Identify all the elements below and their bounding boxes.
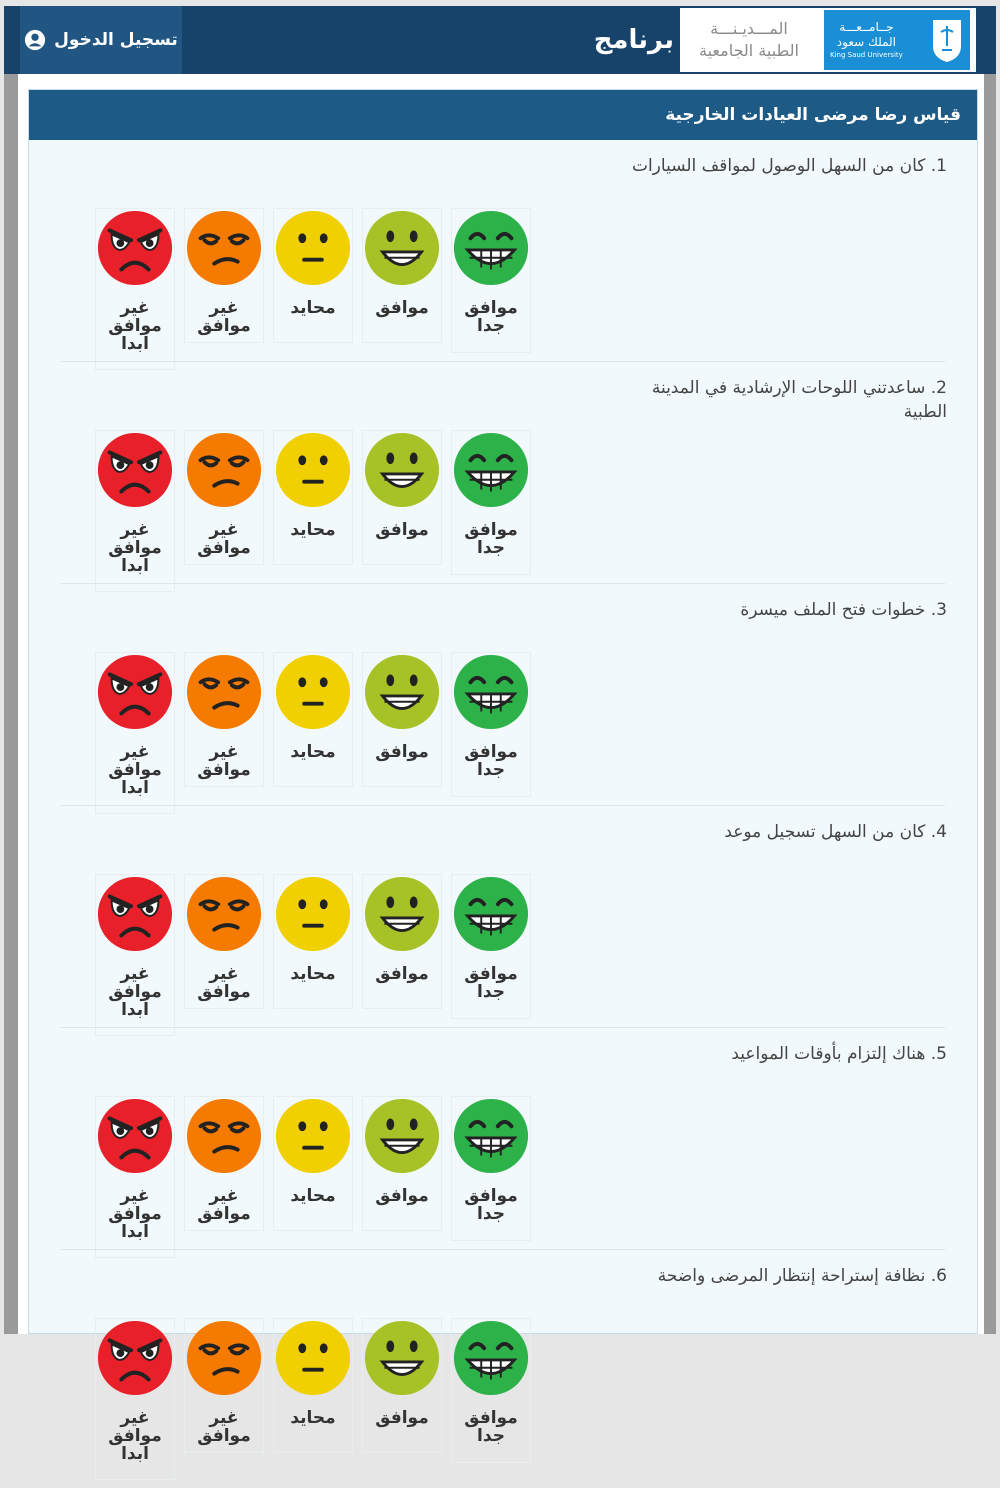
- angry-face-icon: [96, 875, 174, 953]
- question-text: 6. نظافة إستراحة إنتظار المرضى واضحة: [657, 1266, 947, 1286]
- smiling-face-icon: [363, 875, 441, 953]
- logo[interactable]: [680, 8, 976, 72]
- question-item: [29, 1028, 977, 1250]
- rating-label: غير موافق ابدا: [108, 1186, 162, 1242]
- rating-strongly-disagree[interactable]: [95, 874, 175, 1036]
- rating-options: [95, 208, 535, 378]
- rating-label: موافق جدا: [464, 964, 518, 1002]
- rating-strongly-agree[interactable]: [451, 1096, 531, 1241]
- rating-options: [95, 430, 535, 600]
- unamused-face-icon: [185, 1319, 263, 1397]
- rating-strongly-disagree[interactable]: [95, 1318, 175, 1480]
- rating-label: موافق جدا: [464, 520, 518, 558]
- angry-face-icon: [96, 1097, 174, 1175]
- angry-face-icon: [96, 653, 174, 731]
- login-label: تسجيل الدخول: [54, 30, 178, 50]
- logo-ksu-line2: الملك سعود: [836, 35, 896, 49]
- grinning-face-icon: [452, 431, 530, 509]
- grinning-face-icon: [452, 653, 530, 731]
- angry-face-icon: [96, 1319, 174, 1397]
- user-circle-icon: [24, 29, 46, 51]
- logo-ksu-line3: King Saud University: [830, 51, 903, 59]
- login-button[interactable]: [20, 6, 182, 74]
- ksu-logo: [818, 10, 970, 70]
- rating-neutral[interactable]: [273, 208, 353, 343]
- rating-label: محايد: [290, 520, 336, 540]
- rating-strongly-disagree[interactable]: [95, 208, 175, 370]
- question-text: 3. خطوات فتح الملف ميسرة: [740, 600, 947, 620]
- question-text: 1. كان من السهل الوصول لمواقف السيارات: [631, 156, 947, 176]
- rating-neutral[interactable]: [273, 874, 353, 1009]
- rating-label: غير موافق: [197, 1408, 251, 1446]
- rating-agree[interactable]: [362, 652, 442, 787]
- neutral-face-icon: [274, 431, 352, 509]
- left-gutter: [4, 74, 18, 1334]
- neutral-face-icon: [274, 1097, 352, 1175]
- rating-disagree[interactable]: [184, 652, 264, 787]
- rating-label: غير موافق ابدا: [108, 520, 162, 576]
- medical-city-logo: [680, 8, 818, 72]
- smiling-face-icon: [363, 653, 441, 731]
- rating-label: محايد: [290, 298, 336, 318]
- rating-label: موافق: [375, 298, 429, 318]
- logo-city-line1: المـــديـنـــة: [710, 19, 788, 38]
- rating-neutral[interactable]: [273, 430, 353, 565]
- rating-label: موافق: [375, 1186, 429, 1206]
- survey-panel: [28, 89, 978, 1464]
- rating-strongly-agree[interactable]: [451, 208, 531, 353]
- rating-label: غير موافق: [197, 742, 251, 780]
- rating-label: غير موافق ابدا: [108, 1408, 162, 1464]
- rating-strongly-disagree[interactable]: [95, 652, 175, 814]
- rating-label: غير موافق ابدا: [108, 298, 162, 354]
- rating-label: موافق جدا: [464, 1408, 518, 1446]
- smiling-face-icon: [363, 431, 441, 509]
- unamused-face-icon: [185, 875, 263, 953]
- rating-options: [95, 1318, 535, 1488]
- rating-label: غير موافق ابدا: [108, 964, 162, 1020]
- question-item: [29, 584, 977, 806]
- question-item: [29, 362, 977, 584]
- rating-strongly-disagree[interactable]: [95, 430, 175, 592]
- panel-title: قياس رضا مرضى العيادات الخارجية: [29, 90, 977, 140]
- rating-agree[interactable]: [362, 1318, 442, 1453]
- unamused-face-icon: [185, 209, 263, 287]
- rating-label: موافق: [375, 1408, 429, 1428]
- rating-strongly-agree[interactable]: [451, 652, 531, 797]
- rating-strongly-agree[interactable]: [451, 430, 531, 575]
- question-text: 5. هناك إلتزام بأوقات المواعيد: [731, 1044, 947, 1064]
- unamused-face-icon: [185, 653, 263, 731]
- rating-neutral[interactable]: [273, 1096, 353, 1231]
- rating-options: [95, 874, 535, 1044]
- rating-label: موافق: [375, 964, 429, 984]
- neutral-face-icon: [274, 1319, 352, 1397]
- logo-ksu-line1: جــامــعـــة: [839, 20, 894, 34]
- rating-agree[interactable]: [362, 874, 442, 1009]
- question-text: 2. ساعدتني اللوحات الإرشادية في المدينة الطبية: [651, 378, 947, 422]
- top-header: [4, 6, 996, 74]
- rating-disagree[interactable]: [184, 430, 264, 565]
- neutral-face-icon: [274, 875, 352, 953]
- rating-disagree[interactable]: [184, 1318, 264, 1453]
- rating-label: غير موافق: [197, 1186, 251, 1224]
- rating-label: محايد: [290, 964, 336, 984]
- question-item: [29, 1250, 977, 1472]
- rating-label: محايد: [290, 1408, 336, 1428]
- question-item: [29, 806, 977, 1028]
- smiling-face-icon: [363, 1097, 441, 1175]
- rating-label: غير موافق: [197, 298, 251, 336]
- ksu-emblem-icon: [930, 16, 964, 64]
- unamused-face-icon: [185, 431, 263, 509]
- unamused-face-icon: [185, 1097, 263, 1175]
- rating-disagree[interactable]: [184, 208, 264, 343]
- rating-label: موافق جدا: [464, 298, 518, 336]
- rating-strongly-agree[interactable]: [451, 1318, 531, 1463]
- rating-label: غير موافق: [197, 964, 251, 1002]
- rating-label: موافق جدا: [464, 742, 518, 780]
- rating-neutral[interactable]: [273, 652, 353, 787]
- neutral-face-icon: [274, 209, 352, 287]
- smiling-face-icon: [363, 209, 441, 287]
- rating-label: غير موافق: [197, 520, 251, 558]
- rating-label: موافق: [375, 742, 429, 762]
- grinning-face-icon: [452, 1097, 530, 1175]
- rating-disagree[interactable]: [184, 874, 264, 1009]
- smiling-face-icon: [363, 1319, 441, 1397]
- rating-label: موافق جدا: [464, 1186, 518, 1224]
- rating-label: محايد: [290, 1186, 336, 1206]
- rating-label: غير موافق ابدا: [108, 742, 162, 798]
- rating-strongly-disagree[interactable]: [95, 1096, 175, 1258]
- rating-disagree[interactable]: [184, 1096, 264, 1231]
- logo-city-line2: الطبية الجامعية: [699, 41, 799, 60]
- right-scrollbar[interactable]: [984, 74, 996, 1334]
- rating-agree[interactable]: [362, 208, 442, 343]
- rating-options: [95, 652, 535, 822]
- angry-face-icon: [96, 209, 174, 287]
- grinning-face-icon: [452, 1319, 530, 1397]
- rating-label: موافق: [375, 520, 429, 540]
- rating-agree[interactable]: [362, 430, 442, 565]
- question-text: 4. كان من السهل تسجيل موعد: [724, 822, 947, 842]
- rating-strongly-agree[interactable]: [451, 874, 531, 1019]
- question-item: [29, 140, 977, 362]
- rating-neutral[interactable]: [273, 1318, 353, 1453]
- neutral-face-icon: [274, 653, 352, 731]
- app-title: برنامج: [593, 25, 674, 55]
- rating-agree[interactable]: [362, 1096, 442, 1231]
- angry-face-icon: [96, 431, 174, 509]
- rating-label: محايد: [290, 742, 336, 762]
- rating-options: [95, 1096, 535, 1266]
- grinning-face-icon: [452, 209, 530, 287]
- grinning-face-icon: [452, 875, 530, 953]
